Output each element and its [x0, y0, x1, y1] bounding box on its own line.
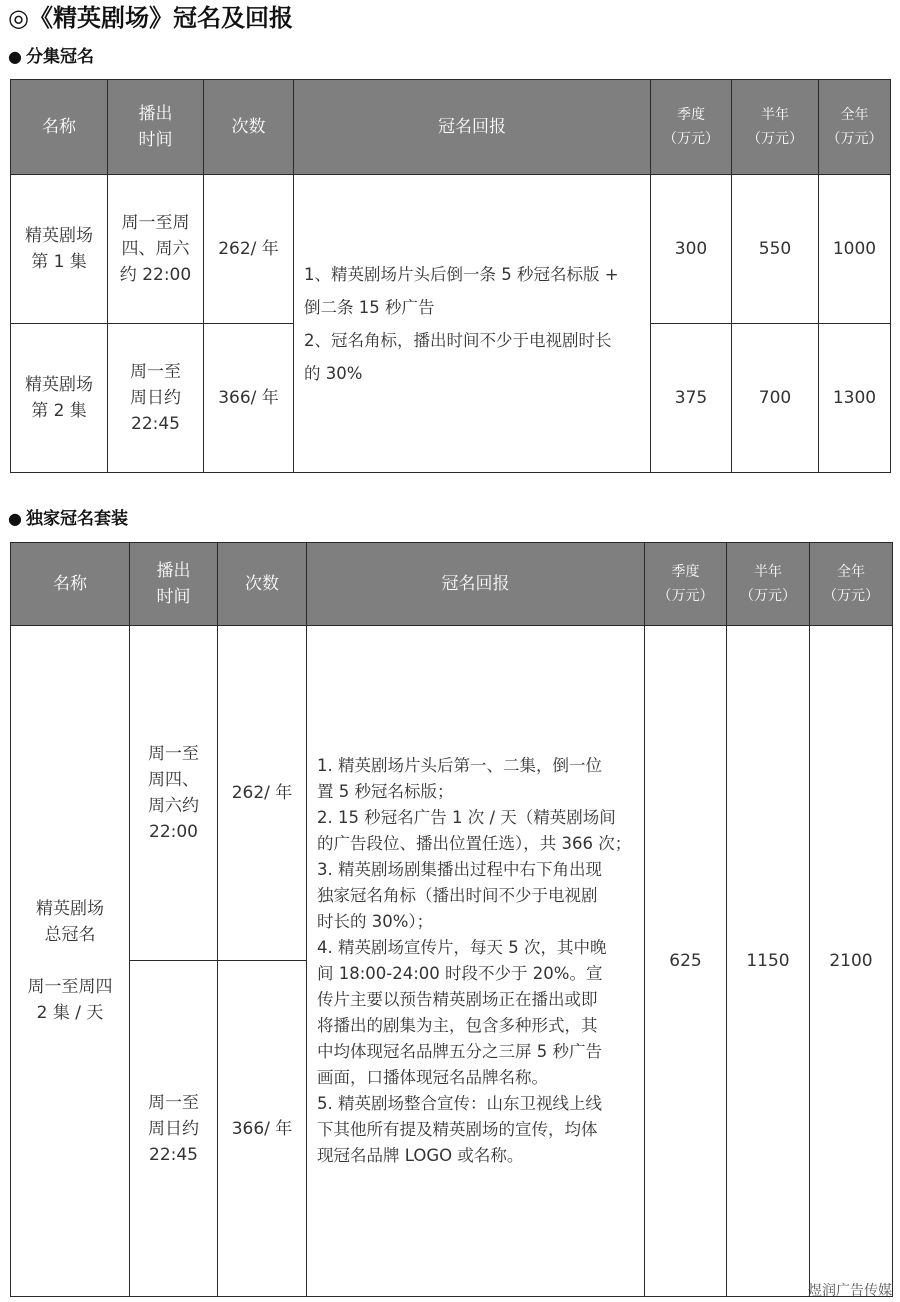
benefit-line: 2、冠名角标，播出时间不少于电视剧时长	[304, 330, 612, 350]
benefit-line: 5. 精英剧场整合宣传：山东卫视线上线	[317, 1094, 602, 1113]
benefit-line: 独家冠名角标（播出时间不少于电视剧	[317, 886, 598, 905]
table-header-row	[11, 80, 891, 175]
section-heading-label: 独家冠名套装	[25, 509, 128, 529]
benefit-line: 1、精英剧场片头后倒一条 5 秒冠名标版 +	[304, 264, 619, 284]
header-quarter	[651, 80, 732, 175]
header-full-line: 全年	[837, 564, 865, 580]
header-name: 名称	[11, 80, 108, 175]
row-time	[130, 961, 218, 1297]
row-time-line: 周一至	[148, 744, 199, 764]
header-quarter-line: 季度	[671, 564, 700, 580]
header-half-year	[732, 80, 819, 175]
row-time-line: 约 22:00	[119, 265, 192, 285]
package-name-cell	[11, 626, 130, 1297]
package-quarter-price: 625	[645, 626, 727, 1297]
benefit-line: 将播出的剧集为主，包含多种形式，其	[317, 1016, 598, 1035]
header-time-line: 时间	[156, 587, 191, 607]
header-time-line: 时间	[138, 130, 173, 150]
row-name	[11, 324, 108, 473]
row-count: 366/ 年	[204, 324, 294, 473]
benefit-line: 3. 精英剧场剧集播出过程中右下角出现	[317, 860, 602, 879]
header-full-line: （万元）	[826, 131, 883, 147]
row-quarter-price: 375	[651, 324, 732, 473]
row-time-line: 周一至周	[121, 213, 190, 233]
row-name	[11, 175, 108, 324]
benefit-line: 下其他所有提及精英剧场的宣传，均体	[317, 1120, 598, 1139]
benefit-line: 4. 精英剧场宣传片，每天 5 次，其中晚	[317, 938, 607, 957]
benefit-line: 画面，口播体现冠名品牌名称。	[317, 1068, 548, 1087]
header-time	[130, 543, 218, 626]
row-time-line: 周一至	[148, 1092, 199, 1113]
row-time-line: 周日约	[148, 1118, 199, 1139]
benefit-line: 中均体现冠名品牌五分之三屏 5 秒广告	[317, 1042, 602, 1061]
header-count: 次数	[204, 80, 294, 175]
benefit-line: 倒二条 15 秒广告	[304, 297, 435, 317]
page-title: ◎《精英剧场》冠名及回报	[8, 4, 293, 32]
header-half-line: 半年	[754, 564, 782, 580]
header-half-line: （万元）	[740, 588, 796, 604]
row-time-line: 周六约	[148, 796, 199, 816]
header-quarter-line: （万元）	[663, 131, 719, 147]
header-full-year	[819, 80, 891, 175]
header-quarter	[645, 543, 727, 626]
row-time	[130, 626, 218, 961]
benefits-cell	[294, 175, 651, 473]
header-count: 次数	[218, 543, 307, 626]
episode-sponsorship-table	[10, 79, 891, 473]
header-benefits: 冠名回报	[307, 543, 645, 626]
row-time	[108, 324, 204, 473]
row-time	[108, 175, 204, 324]
header-time-line: 播出	[138, 104, 173, 124]
benefit-line: 时长的 30%）；	[317, 912, 434, 931]
header-full-line: （万元）	[823, 588, 879, 604]
header-benefits: 冠名回报	[294, 80, 651, 175]
header-half-line: （万元）	[747, 131, 803, 147]
header-quarter-line: （万元）	[657, 588, 714, 604]
row-half-price: 550	[732, 175, 819, 324]
row-name-line: 精英剧场	[25, 226, 93, 246]
header-half-line: 半年	[761, 107, 789, 123]
row-name-line: 第 2 集	[31, 401, 87, 421]
benefit-line: 的广告段位、播出位置任选），共 366 次；	[317, 834, 632, 853]
package-name-line: 周一至周四	[27, 977, 113, 997]
row-name-line: 精英剧场	[25, 375, 93, 395]
row-count: 262/ 年	[204, 175, 294, 324]
row-name-line: 第 1 集	[31, 252, 87, 272]
row-count: 366/ 年	[218, 961, 307, 1297]
row-full-price: 1300	[819, 324, 891, 473]
row-time-line: 周四、	[148, 770, 199, 790]
row-time-line: 四、周六	[121, 239, 190, 259]
package-name-line: 2 集 / 天	[36, 1003, 104, 1023]
bullet-icon: ●	[8, 47, 22, 66]
header-full-year	[810, 543, 893, 626]
benefit-line: 间 18:00-24:00 时段不少于 20%。宣	[317, 964, 603, 983]
row-count: 262/ 年	[218, 626, 307, 961]
header-half-year	[727, 543, 810, 626]
section-heading-exclusive-package	[8, 507, 128, 531]
row-full-price: 1000	[819, 175, 891, 324]
header-quarter-line: 季度	[677, 107, 705, 123]
header-full-line: 全年	[840, 107, 869, 123]
row-time-line: 周日约	[130, 388, 181, 408]
row-time-line: 周一至	[130, 362, 181, 382]
row-time-line: 22:45	[131, 414, 180, 434]
bullet-icon: ●	[8, 509, 22, 528]
package-name-spacer	[15, 948, 125, 974]
benefit-line: 2. 15 秒冠名广告 1 次 / 天（精英剧场间	[317, 808, 616, 827]
header-name: 名称	[11, 543, 130, 626]
table-row	[11, 626, 893, 961]
table-header-row	[11, 543, 893, 626]
row-time-line: 22:45	[149, 1144, 198, 1165]
benefit-line: 置 5 秒冠名标版；	[317, 782, 454, 801]
package-name-line: 精英剧场	[36, 899, 104, 919]
exclusive-package-table	[10, 542, 893, 1297]
row-quarter-price: 300	[651, 175, 732, 324]
benefit-line: 1. 精英剧场片头后第一、二集，倒一位	[317, 756, 602, 775]
header-time	[108, 80, 204, 175]
watermark: 煜润广告传媒	[808, 1283, 892, 1299]
package-full-price: 2100	[810, 626, 893, 1297]
row-half-price: 700	[732, 324, 819, 473]
benefit-line: 现冠名品牌 LOGO 或名称。	[317, 1146, 524, 1165]
row-time-line: 22:00	[149, 822, 198, 842]
package-half-price: 1150	[727, 626, 810, 1297]
benefit-line: 传片主要以预告精英剧场正在播出或即	[317, 990, 598, 1009]
benefits-cell	[307, 626, 645, 1297]
benefit-line: 的 30%	[304, 363, 363, 383]
header-time-line: 播出	[156, 561, 191, 581]
package-name-line: 总冠名	[44, 925, 96, 945]
table-row	[11, 175, 891, 324]
section-heading-label: 分集冠名	[25, 47, 94, 67]
section-heading-episode-sponsorship	[8, 45, 94, 69]
